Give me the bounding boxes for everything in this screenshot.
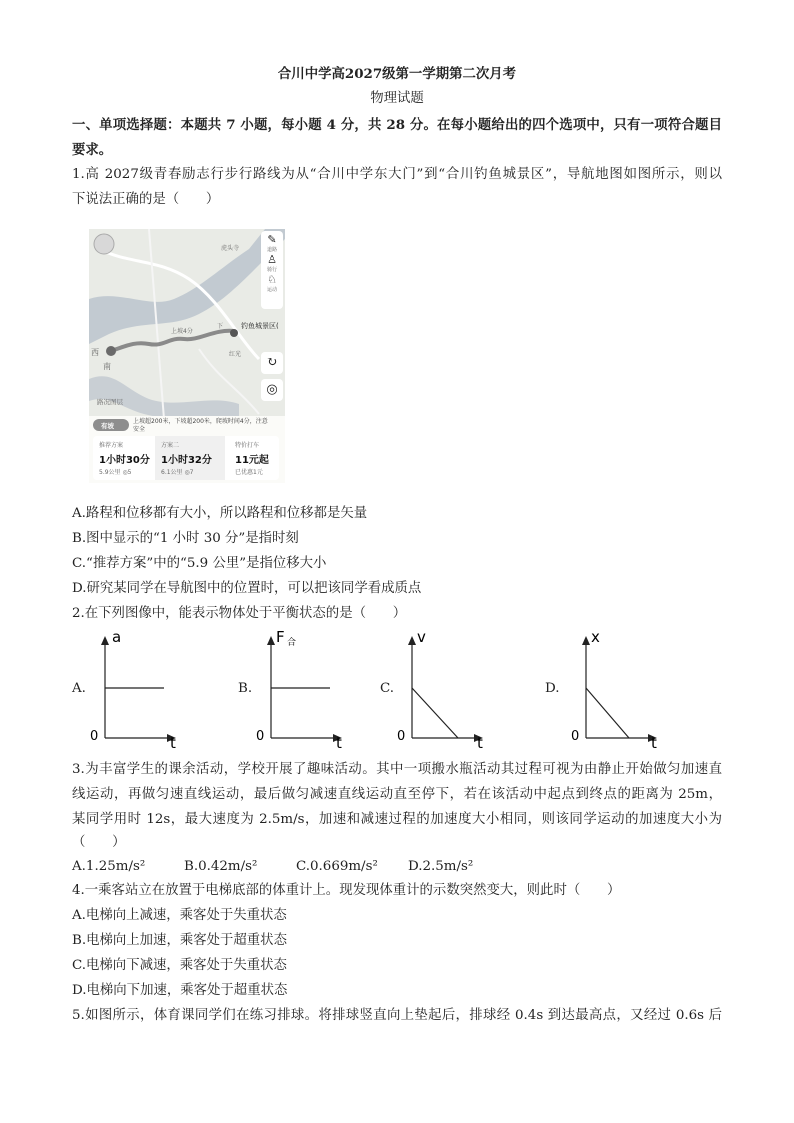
section-heading-line1: 一、单项选择题：本题共 7 小题，每小题 4 分，共 28 分。在每小题给出的四个选项中，只有一项符合题目 bbox=[72, 117, 722, 133]
exam-title: 合川中学高2027级第一学期第二次月考 bbox=[277, 66, 517, 82]
q3-option-b: B.0.42m/s² bbox=[184, 859, 258, 874]
q4-stem: 4.一乘客站立在放置于电梯底部的体重计上。现发现体重计的示数突然变大，则此时（ ） bbox=[72, 883, 621, 898]
q4-option-c: C.电梯向下减速，乘客处于失重状态 bbox=[72, 958, 287, 973]
y-axis-label: x bbox=[591, 628, 600, 646]
run-icon[interactable]: ♘ bbox=[267, 273, 277, 286]
graph-c bbox=[391, 628, 511, 750]
x-axis-label: t bbox=[477, 734, 483, 750]
q3-option-a: A.1.25m/s² bbox=[72, 859, 146, 874]
q2-option-c-label: C. bbox=[380, 681, 395, 696]
map-place-label: 南 bbox=[103, 362, 111, 371]
refresh-icon[interactable]: ↻ bbox=[261, 352, 283, 374]
graph-a bbox=[84, 628, 204, 750]
slope-notice: 上坡超200米，下坡超200米，爬坡时间4分，注意安全 bbox=[133, 418, 268, 433]
q1-stem-line2: 下说法正确的是（ ） bbox=[72, 192, 220, 207]
x-axis-label: t bbox=[651, 734, 657, 750]
origin-label: 0 bbox=[397, 729, 406, 744]
q3-option-c: C.0.669m/s² bbox=[296, 859, 378, 874]
map-side-toolbar bbox=[261, 231, 283, 309]
route-sub-label: 下 bbox=[217, 323, 224, 330]
plan-1-detail: 5.9公里 ◎5 bbox=[99, 469, 132, 476]
x-axis-label: t bbox=[336, 734, 342, 750]
q1-option-a: A.路程和位移都有大小，所以路程和位移都是矢量 bbox=[72, 506, 368, 521]
plan-2-time[interactable]: 1小时32分 bbox=[161, 455, 212, 466]
walk-icon[interactable]: ♙ bbox=[267, 253, 277, 266]
y-arrow-icon bbox=[408, 636, 416, 645]
q2-option-b-label: B. bbox=[238, 681, 253, 696]
toolbar-label: 道路 bbox=[266, 247, 277, 253]
pen-icon[interactable]: ✎ bbox=[267, 233, 277, 246]
toolbar-label: 骑行 bbox=[266, 267, 277, 273]
map-place-label: 虎头寺 bbox=[221, 245, 240, 252]
q3-stem-line2: 线运动，再做匀速直线运动，最后做匀减速直线运动直至停下，若在该活动中起点到终点的距离为 25m， bbox=[72, 787, 722, 802]
navigation-map-image bbox=[89, 229, 285, 483]
graph-line bbox=[412, 688, 458, 738]
q3-stem-line4: （ ） bbox=[72, 835, 126, 850]
locate-icon[interactable]: ◎ bbox=[261, 379, 283, 401]
map-place-label: 红光 bbox=[229, 351, 242, 358]
y-arrow-icon bbox=[101, 636, 109, 645]
y-axis-label: F bbox=[276, 628, 285, 646]
slope-badge-text: 有坡 bbox=[101, 422, 114, 430]
plan-2-detail: 6.1公里 ◎7 bbox=[161, 469, 194, 476]
q3-options-row bbox=[72, 857, 722, 877]
graph-line bbox=[586, 688, 629, 738]
y-arrow-icon bbox=[582, 636, 590, 645]
plan-1-time[interactable]: 1小时30分 bbox=[99, 455, 150, 466]
destination-label: 钓鱼城景区( bbox=[241, 322, 279, 330]
map-place-label: 西 bbox=[91, 348, 99, 357]
start-marker bbox=[106, 346, 116, 356]
section-heading-line2: 要求。 bbox=[72, 142, 113, 158]
q2-option-a-label: A. bbox=[72, 681, 86, 696]
route-plan-card bbox=[89, 416, 285, 483]
plan-2-name: 方案二 bbox=[161, 442, 180, 449]
q4-option-b: B.电梯向上加速，乘客处于超重状态 bbox=[72, 933, 287, 948]
graph-d bbox=[565, 628, 685, 750]
y-axis-label: v bbox=[417, 628, 426, 646]
q3-stem-line3: 某同学用时 12s，最大速度为 2.5m/s，加速和减速过程的加速度大小相同，则该同学运动的加速度大小为 bbox=[72, 812, 722, 827]
q2-option-d-label: D. bbox=[545, 681, 560, 696]
plan-3-name: 特价打车 bbox=[235, 442, 260, 449]
toolbar-label: 运动 bbox=[266, 287, 277, 293]
origin-label: 0 bbox=[256, 729, 265, 744]
q4-option-d: D.电梯向下加速，乘客处于超重状态 bbox=[72, 983, 288, 998]
logo-mark bbox=[94, 234, 114, 254]
origin-label: 0 bbox=[571, 729, 580, 744]
q1-option-c: C.“推荐方案”中的“5.9 公里”是指位移大小 bbox=[72, 556, 327, 571]
graph-b bbox=[250, 628, 370, 750]
plan-3-price[interactable]: 11元起 bbox=[235, 455, 269, 466]
plan-3-detail: 已优惠1元 bbox=[235, 469, 263, 476]
y-axis-subscript: 合 bbox=[287, 638, 297, 648]
q5-stem-line1: 5.如图所示，体育课同学们在练习排球。将排球竖直向上垫起后，排球经 0.4s 到达最高点，又经过 0.6s 后 bbox=[72, 1008, 722, 1023]
q2-stem: 2.在下列图像中，能表示物体处于平衡状态的是（ ） bbox=[72, 606, 407, 621]
q3-option-d: D.2.5m/s² bbox=[408, 859, 474, 874]
y-arrow-icon bbox=[267, 636, 275, 645]
traffic-layer-button[interactable]: 路况图层 bbox=[97, 398, 123, 406]
q1-option-d: D.研究某同学在导航图中的位置时，可以把该同学看成质点 bbox=[72, 581, 422, 596]
q1-stem-line1: 1.高 2027级青春励志行步行路线为从“合川中学东大门”到“合川钓鱼城景区”，导航地图如图所示，则以 bbox=[72, 167, 722, 182]
y-axis-label: a bbox=[112, 628, 122, 646]
exam-subject: 物理试题 bbox=[370, 91, 424, 106]
destination-marker bbox=[230, 329, 238, 337]
plan-1-name: 推荐方案 bbox=[99, 442, 124, 449]
route-time-label: 上坡4分 bbox=[171, 328, 193, 335]
x-axis-label: t bbox=[170, 734, 176, 750]
q4-option-a: A.电梯向上减速，乘客处于失重状态 bbox=[72, 908, 287, 923]
origin-label: 0 bbox=[90, 729, 99, 744]
q1-option-b: B.图中显示的“1 小时 30 分”是指时刻 bbox=[72, 531, 299, 546]
q3-stem-line1: 3.为丰富学生的课余活动，学校开展了趣味活动。其中一项搬水瓶活动其过程可视为由静止开始做匀加速直 bbox=[72, 762, 722, 777]
